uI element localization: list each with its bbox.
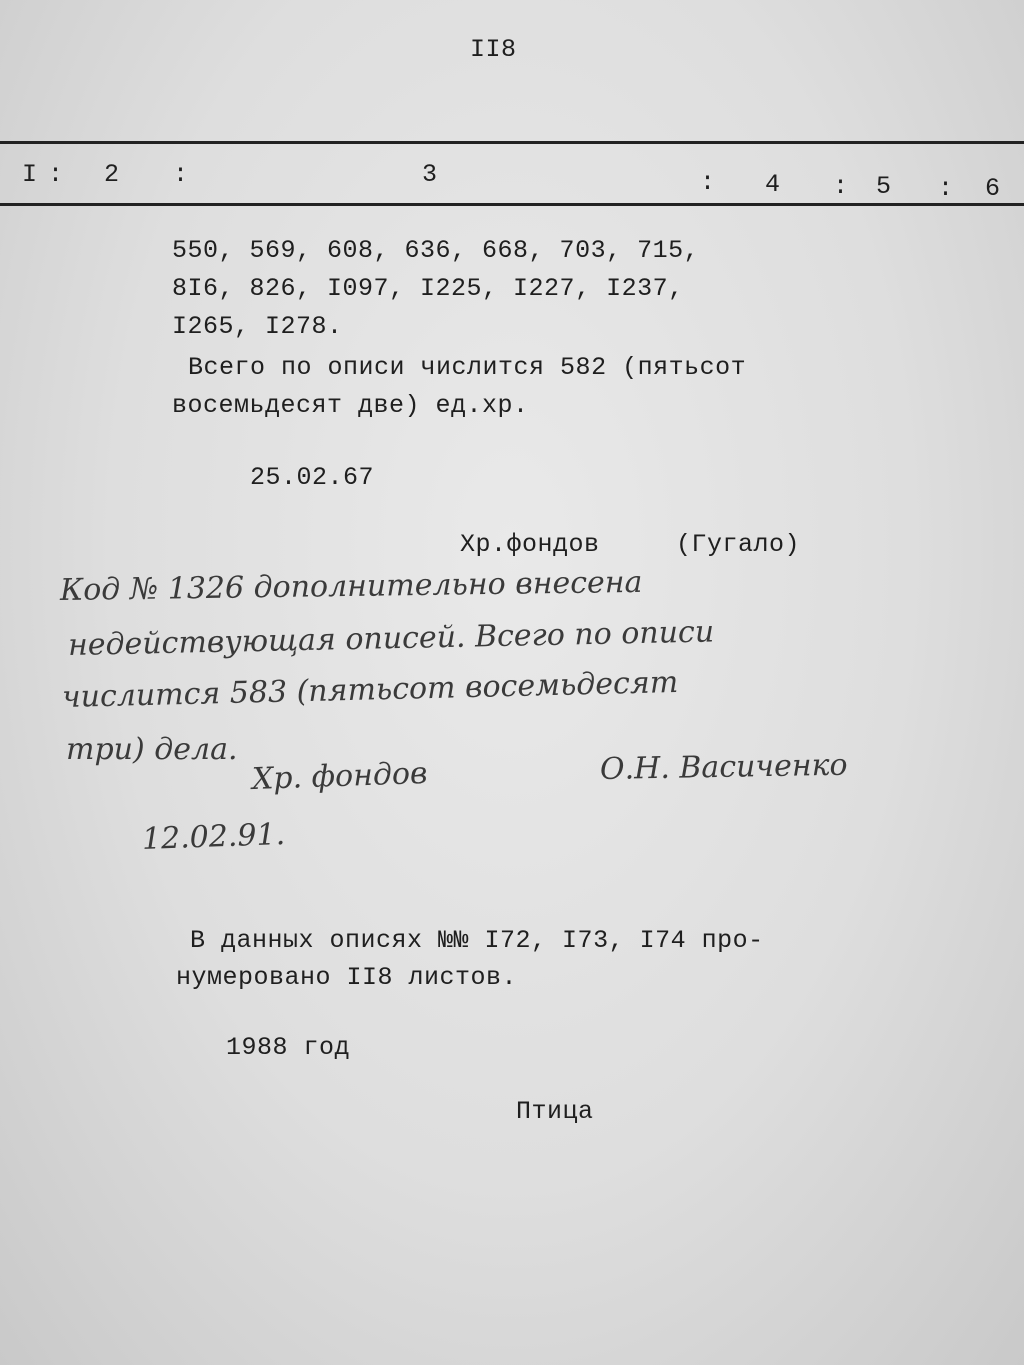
handwritten-date: 12.02.91. xyxy=(141,817,286,857)
column-6-label: 6 xyxy=(985,174,1001,203)
column-separator: : xyxy=(48,160,64,189)
handwritten-signature-title: Хр. фондов xyxy=(251,755,428,797)
footer-line: В данных описях №№ I72, I73, I74 про- xyxy=(190,926,764,955)
signature-name: (Гугало) xyxy=(676,530,801,559)
signature-title: Хр.фондов xyxy=(460,530,600,559)
year-line: 1988 год xyxy=(226,1033,351,1062)
handwritten-line: числится 583 (пятьсот восемьдесят xyxy=(61,664,679,715)
document-numbers-line: I265, I278. xyxy=(172,312,343,341)
handwritten-line: Код № 1326 дополнительно внесена xyxy=(59,564,643,608)
column-separator: : xyxy=(173,160,189,189)
column-4-label: 4 xyxy=(765,170,781,199)
column-2-label: 2 xyxy=(104,160,120,189)
handwritten-line: три) дела. xyxy=(66,732,238,767)
total-count-line: восемьдесят две) ед.хр. xyxy=(172,391,529,420)
header-top-rule xyxy=(0,141,1024,144)
header-bottom-rule xyxy=(0,203,1024,206)
column-separator: : xyxy=(833,172,849,201)
total-count-line: Всего по описи числится 582 (пятьсот xyxy=(188,353,747,382)
footer-line: нумеровано II8 листов. xyxy=(176,963,518,992)
column-3-label: 3 xyxy=(422,160,438,189)
handwritten-signature-name: О.Н. Васиченко xyxy=(599,747,848,787)
column-separator: : xyxy=(938,174,954,203)
handwritten-line: недействующая описей. Всего по описи xyxy=(67,614,715,663)
column-separator: : xyxy=(700,168,716,197)
document-numbers-line: 8I6, 826, I097, I225, I227, I237, xyxy=(172,274,684,303)
page-number: II8 xyxy=(470,35,517,64)
footer-signature: Птица xyxy=(516,1097,594,1126)
column-1-label: I xyxy=(22,160,38,189)
document-numbers-line: 550, 569, 608, 636, 668, 703, 715, xyxy=(172,236,700,265)
record-date: 25.02.67 xyxy=(250,463,375,492)
column-5-label: 5 xyxy=(876,172,892,201)
